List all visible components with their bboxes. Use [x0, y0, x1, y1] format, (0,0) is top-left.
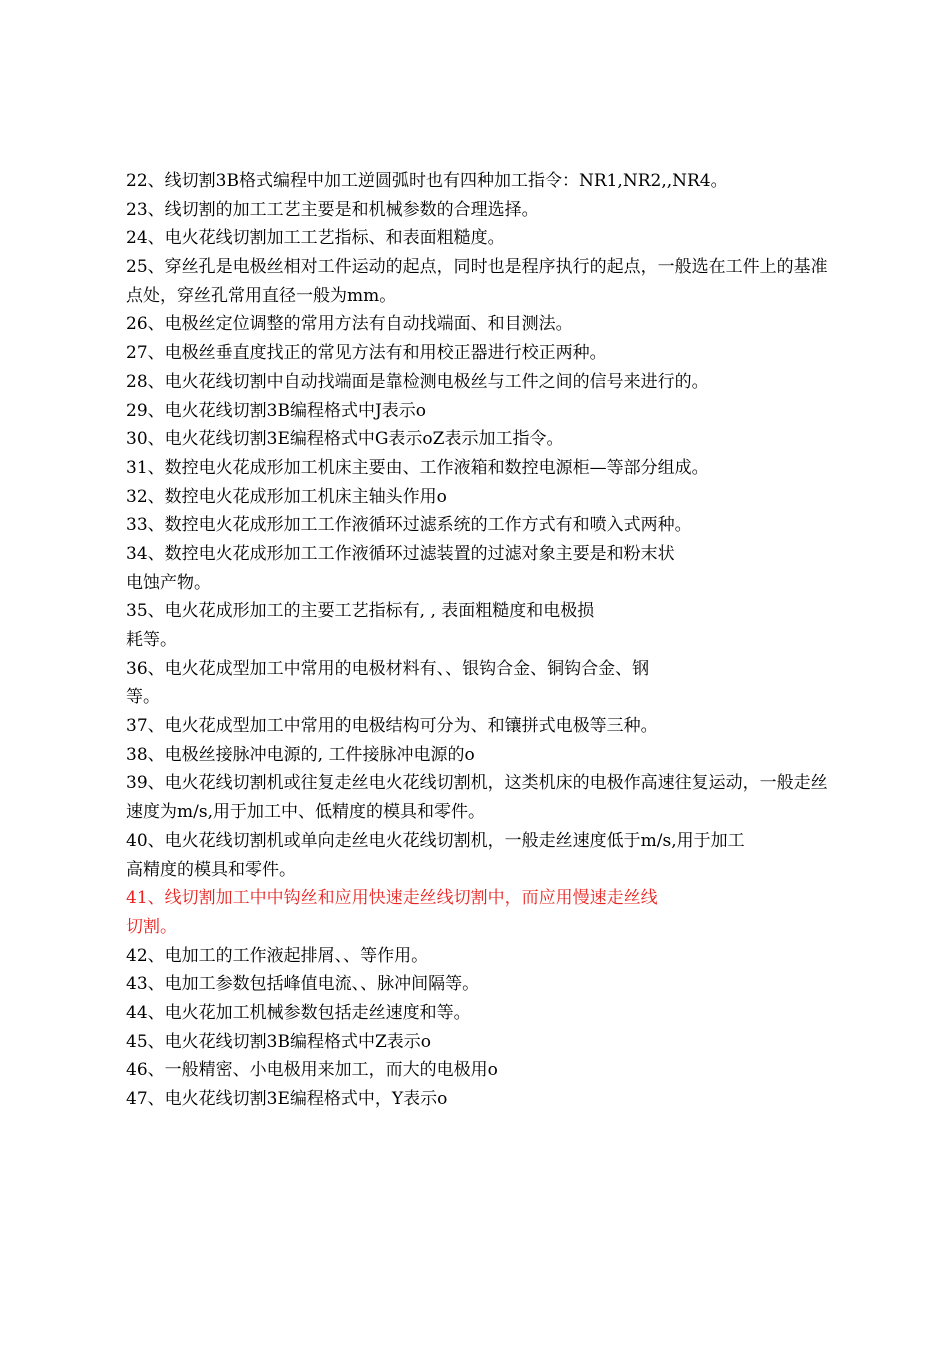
question-line: 35、电火花成形加工的主要工艺指标有, , 表面粗糙度和电极损 — [126, 601, 595, 622]
question-line-continuation: 等。 — [126, 687, 160, 708]
question-line-continuation: 点处，穿丝孔常用直径一般为mm。 — [126, 285, 397, 306]
question-line: 22、线切割3B格式编程中加工逆圆弧时也有四种加工指令：NR1,NR2,,NR4。 — [126, 171, 728, 191]
question-line-continuation: 耗等。 — [126, 630, 177, 650]
question-line: 45、电火花线切割3B编程格式中Z表示o — [126, 1031, 431, 1052]
question-list — [126, 167, 892, 1114]
question-line: 26、电极丝定位调整的常用方法有自动找端面、和目测法。 — [126, 314, 573, 335]
highlighted-question-line-continuation: 切割。 — [126, 916, 177, 937]
question-line: 31、数控电火花成形加工机床主要由、工作液箱和数控电源柜—等部分组成。 — [126, 457, 709, 478]
question-line: 30、电火花线切割3E编程格式中G表示oZ表示加工指令。 — [126, 429, 564, 450]
question-line: 34、数控电火花成形加工工作液循环过滤装置的过滤对象主要是和粉末状 — [126, 543, 675, 564]
question-line: 28、电火花线切割中自动找端面是靠检测电极丝与工件之间的信号来进行的。 — [126, 371, 709, 392]
question-line: 24、电火花线切割加工工艺指标、和表面粗糙度。 — [126, 228, 505, 249]
question-line: 36、电火花成型加工中常用的电极材料有、、银钩合金、铜钩合金、钢 — [126, 658, 650, 679]
question-line-continuation: 电蚀产物。 — [126, 572, 211, 593]
highlighted-question-line: 41、线切割加工中中钩丝和应用快速走丝线切割中，而应用慢速走丝线 — [126, 888, 658, 909]
question-line: 29、电火花线切割3B编程格式中J表示o — [126, 400, 426, 421]
question-line: 43、电加工参数包括峰值电流、、脉冲间隔等。 — [126, 974, 480, 995]
question-line-continuation: 高精度的模具和零件。 — [126, 859, 296, 880]
question-line: 32、数控电火花成形加工机床主轴头作用o — [126, 486, 447, 507]
question-line: 23、线切割的加工工艺主要是和机械参数的合理选择。 — [126, 199, 539, 220]
question-line: 27、电极丝垂直度找正的常见方法有和用校正器进行校正两种。 — [126, 343, 607, 364]
question-line: 33、数控电火花成形加工工作液循环过滤系统的工作方式有和喷入式两种。 — [126, 515, 692, 536]
question-line: 44、电火花加工机械参数包括走丝速度和等。 — [126, 1002, 471, 1023]
question-line: 42、电加工的工作液起排屑、、等作用。 — [126, 945, 429, 966]
question-line-continuation: 速度为m/s,用于加工中、低精度的模具和零件。 — [126, 802, 485, 823]
question-line: 47、电火花线切割3E编程格式中，Y表示o — [126, 1089, 448, 1109]
question-line: 37、电火花成型加工中常用的电极结构可分为、和镶拼式电极等三种。 — [126, 716, 658, 737]
question-line: 46、一般精密、小电极用来加工，而大的电极用o — [126, 1060, 498, 1081]
question-line: 38、电极丝接脉冲电源的, 工件接脉冲电源的o — [126, 744, 475, 765]
question-line: 39、电火花线切割机或往复走丝电火花线切割机，这类机床的电极作高速往复运动，一般走丝 — [126, 773, 828, 794]
question-line: 25、穿丝孔是电极丝相对工件运动的起点，同时也是程序执行的起点，一般选在工件上的基准 — [126, 257, 828, 278]
question-line: 40、电火花线切割机或单向走丝电火花线切割机，一般走丝速度低于m/s,用于加工 — [126, 830, 745, 851]
